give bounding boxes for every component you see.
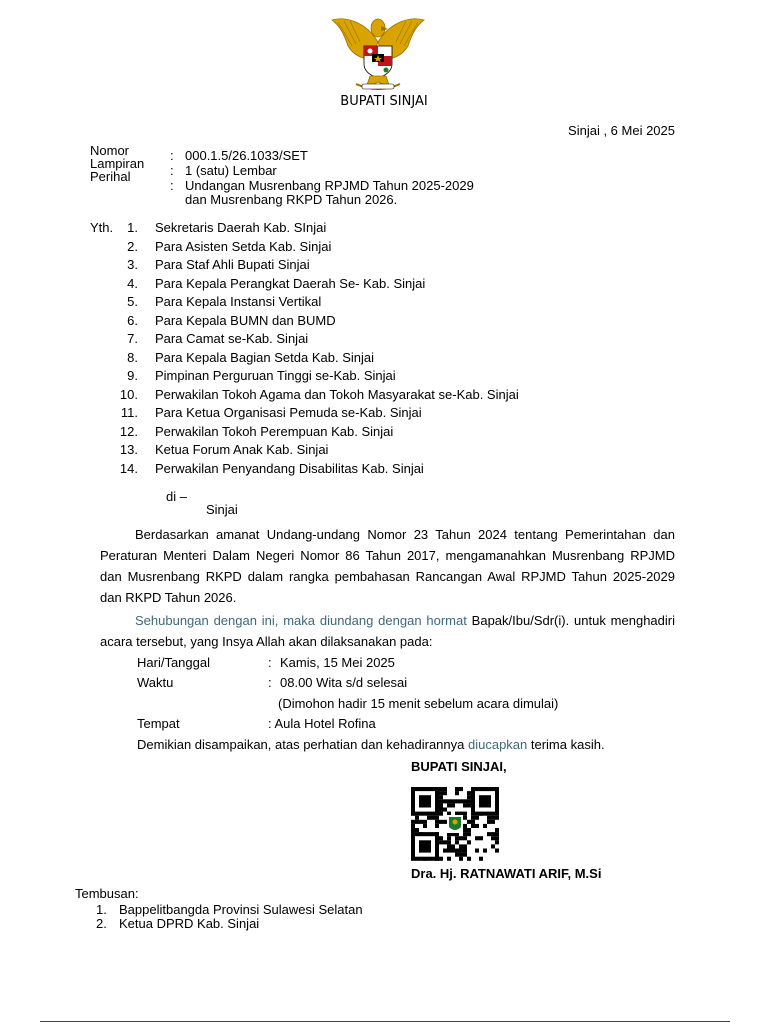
qr-code-icon: [411, 787, 499, 861]
recipient-item: Para Kepala Bagian Setda Kab. Sinjai: [155, 349, 374, 365]
recipient-number: 1.: [127, 220, 138, 235]
closing-mid: diucapkan: [467, 737, 528, 752]
di-place: Sinjai: [206, 502, 238, 517]
paragraph-2-start: Sehubungan dengan ini, maka diundang dengan hormat: [135, 613, 467, 628]
recipient-item: Para Asisten Setda Kab. Sinjai: [155, 238, 332, 254]
body-paragraph-1: Berdasarkan amanat Undang-undang Nomor 23 Tahun 2024 tentang Pemerintahan dan Peraturan Menteri Dalam Negeri Nomor 86 Tahun 2017, mengamanahkan Musrenbang RPJMD dan Musrenbang RKPD dalam rangka pembahasan Rancangan Awal RPJMD Tahun 2025-2029 dan RKPD Tahun 2026.: [100, 527, 675, 605]
nomor-label: Nomor: [90, 143, 130, 158]
hari-value: Kamis, 15 Mei 2025: [280, 655, 395, 670]
nomor-value: 000.1.5/26.1033/SET: [185, 148, 308, 163]
recipient-number: 7.: [127, 331, 138, 346]
nomor-colon: :: [170, 148, 174, 163]
waktu-value: 08.00 Wita s/d selesai: [280, 675, 408, 690]
waktu-note: (Dimohon hadir 15 menit sebelum acara dimulai): [278, 696, 559, 711]
recipient-item: Para Kepala BUMN dan BUMD: [155, 312, 336, 328]
recipient-item: Para Staf Ahli Bupati Sinjai: [155, 257, 310, 272]
recipient-item: Para Camat se-Kab. Sinjai: [155, 331, 309, 346]
recipient-item: Sekretaris Daerah Kab. SInjai: [155, 220, 327, 235]
recipient-number: 5.: [127, 294, 138, 309]
recipient-item: Para Ketua Organisasi Pemuda se-Kab. Sinjai: [155, 405, 422, 420]
recipient-number: 10.: [119, 386, 138, 402]
signature-title: BUPATI SINJAI,: [411, 759, 507, 774]
recipient-item: Ketua Forum Anak Kab. Sinjai: [155, 442, 329, 457]
di-label: di –: [166, 489, 187, 504]
tembusan-number: 2.: [96, 916, 107, 931]
recipient-item: Perwakilan Penyandang Disabilitas Kab. Sinjai: [155, 460, 424, 476]
waktu-label: Waktu: [137, 675, 174, 690]
bottom-divider: [40, 1021, 730, 1022]
recipient-number: 4.: [127, 275, 138, 291]
waktu-colon: :: [268, 675, 272, 690]
perihal-colon: :: [170, 178, 174, 193]
tembusan-number: 1.: [96, 902, 107, 917]
recipient-number: 11.: [120, 405, 138, 420]
perihal-label: Perihal: [90, 169, 131, 184]
header-title: BUPATI SINJAI: [340, 94, 428, 109]
recipient-item: Para Kepala Perangkat Daerah Se- Kab. Sinjai: [155, 275, 426, 291]
garuda-emblem-icon: [326, 12, 430, 96]
signatory-name: Dra. Hj. RATNAWATI ARIF, M.Si: [411, 866, 602, 881]
tempat-label: Tempat: [137, 716, 180, 731]
recipient-number: 12.: [119, 423, 138, 439]
hari-label: Hari/Tanggal: [137, 655, 210, 670]
closing-sentence: [137, 737, 605, 752]
recipient-number: 9.: [127, 368, 138, 383]
closing-end: terima kasih.: [527, 737, 605, 752]
paragraph-2-end: Bapak/Ibu/Sdr(i). untuk menghadiri acara tersebut, yang Insya Allah akan dilaksanakan pada:: [100, 613, 675, 649]
recipient-number: 3.: [127, 257, 138, 272]
body-paragraph-2: [100, 610, 675, 652]
recipient-item: Perwakilan Tokoh Agama dan Tokoh Masyarakat se-Kab. Sinjai: [155, 386, 519, 402]
recipient-number: 6.: [127, 312, 138, 328]
recipient-number: 8.: [127, 349, 138, 365]
tembusan-item: Ketua DPRD Kab. Sinjai: [119, 916, 260, 931]
yth-label: Yth.: [90, 220, 114, 235]
recipient-number: 2.: [127, 238, 138, 254]
recipient-number: 13.: [119, 442, 138, 457]
lampiran-colon: :: [170, 163, 174, 178]
perihal-value-line2: dan Musrenbang RKPD Tahun 2026.: [185, 192, 398, 207]
lampiran-value: 1 (satu) Lembar: [185, 163, 277, 178]
tempat-value: : Aula Hotel Rofina: [268, 716, 376, 731]
perihal-value-line1: Undangan Musrenbang RPJMD Tahun 2025-2029: [185, 178, 474, 193]
recipient-number: 14.: [119, 460, 138, 476]
letter-date: Sinjai , 6 Mei 2025: [568, 123, 675, 138]
tembusan-label: Tembusan:: [75, 886, 139, 901]
hari-colon: :: [268, 655, 272, 670]
recipient-item: Pimpinan Perguruan Tinggi se-Kab. Sinjai: [155, 368, 396, 383]
lampiran-label: Lampiran: [90, 156, 145, 171]
closing-start: Demikian disampaikan, atas perhatian dan kehadirannya: [137, 737, 468, 752]
tembusan-item: Bappelitbangda Provinsi Sulawesi Selatan: [119, 902, 363, 917]
recipient-item: Perwakilan Tokoh Perempuan Kab. Sinjai: [155, 423, 394, 439]
recipient-item: Para Kepala Instansi Vertikal: [155, 294, 322, 309]
